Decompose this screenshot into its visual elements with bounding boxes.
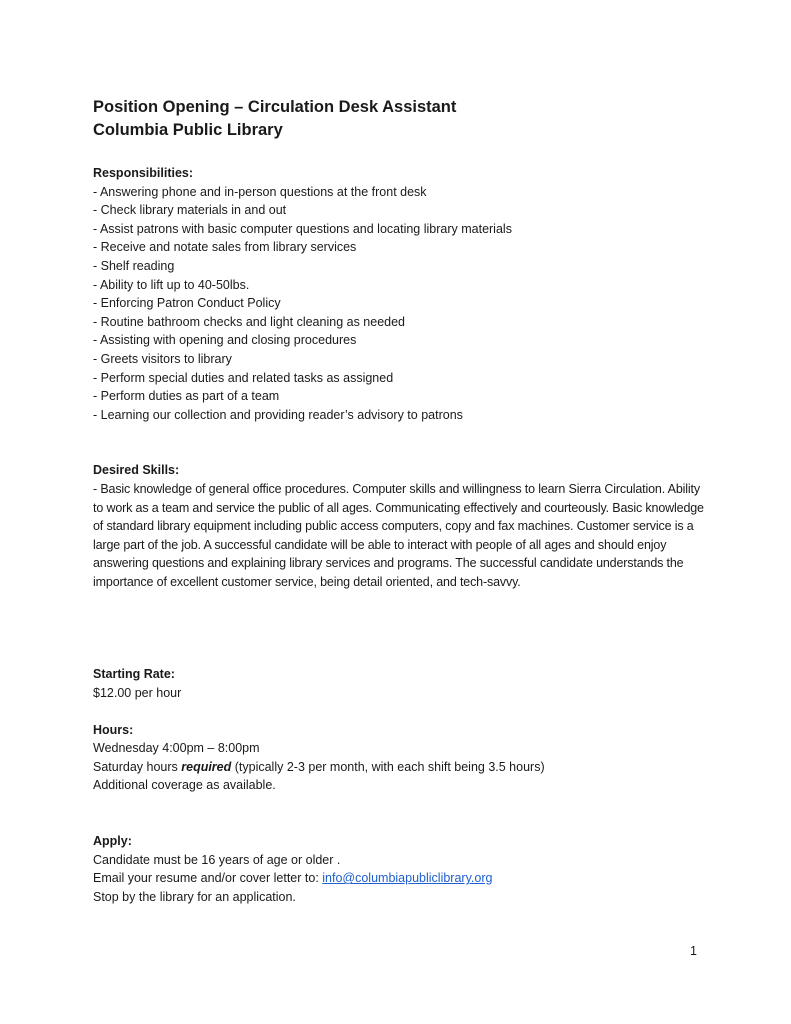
page-number: 1 — [690, 944, 697, 958]
apply-email-line — [93, 869, 713, 888]
skills-paragraph: - Basic knowledge of general office procedures. Computer skills and willingness to learn Sierra Circulation. Ability to work as a team and service the public of all ages. Communicating effectively and courteously. Basic knowledge of standard library equipment including public access computers, copy and fax machines. Customer service is a large part of the job. A successful candidate will be able to interact with people of all ages and should enjoy answering questions and explaining library services and programs. The successful candidate understands the importance of excellent customer service, being detail oriented, and tech-savvy. — [93, 481, 704, 589]
list-item: - Assist patrons with basic computer questions and locating library materials — [93, 221, 512, 236]
list-item: - Perform special duties and related tasks as assigned — [93, 370, 394, 385]
list-item: - Learning our collection and providing reader’s advisory to patrons — [93, 407, 463, 422]
hours-weekday: Wednesday 4:00pm – 8:00pm — [93, 741, 260, 756]
list-item: - Perform duties as part of a team — [93, 389, 280, 404]
title-library: Columbia Public Library — [93, 121, 283, 139]
apply-age: Candidate must be 16 years of age or older . — [93, 852, 341, 867]
hours-heading: Hours: — [93, 722, 134, 737]
required-emphasis: required — [181, 759, 232, 774]
list-item: - Shelf reading — [93, 258, 175, 273]
list-item: - Enforcing Patron Conduct Policy — [93, 296, 281, 311]
rate-value: $12.00 per hour — [93, 686, 182, 701]
hours-saturday — [93, 758, 713, 777]
list-item: - Assisting with opening and closing procedures — [93, 333, 357, 348]
list-item: - Ability to lift up to 40-50lbs. — [93, 277, 250, 292]
list-item: - Receive and notate sales from library services — [93, 240, 357, 255]
list-item: - Answering phone and in-person questions at the front desk — [93, 184, 427, 199]
list-item: - Greets visitors to library — [93, 351, 232, 366]
responsibilities-heading: Responsibilities: — [93, 166, 194, 180]
saturday-prefix: Saturday hours — [93, 759, 182, 774]
list-item: - Routine bathroom checks and light cleaning as needed — [93, 314, 406, 329]
responsibilities-list — [93, 183, 713, 425]
list-item: - Check library materials in and out — [93, 203, 287, 218]
title-position: Position Opening – Circulation Desk Assistant — [93, 98, 457, 116]
email-prefix: Email your resume and/or cover letter to: — [93, 871, 323, 886]
rate-heading: Starting Rate: — [93, 667, 175, 682]
apply-stop-by: Stop by the library for an application. — [93, 889, 296, 904]
document-page — [93, 96, 713, 906]
skills-heading: Desired Skills: — [93, 463, 180, 478]
apply-heading: Apply: — [93, 834, 132, 849]
email-link[interactable]: info@columbiapubliclibrary.org — [322, 871, 493, 886]
hours-additional: Additional coverage as available. — [93, 778, 276, 793]
saturday-suffix: (typically 2-3 per month, with each shift being 3.5 hours) — [231, 759, 545, 774]
